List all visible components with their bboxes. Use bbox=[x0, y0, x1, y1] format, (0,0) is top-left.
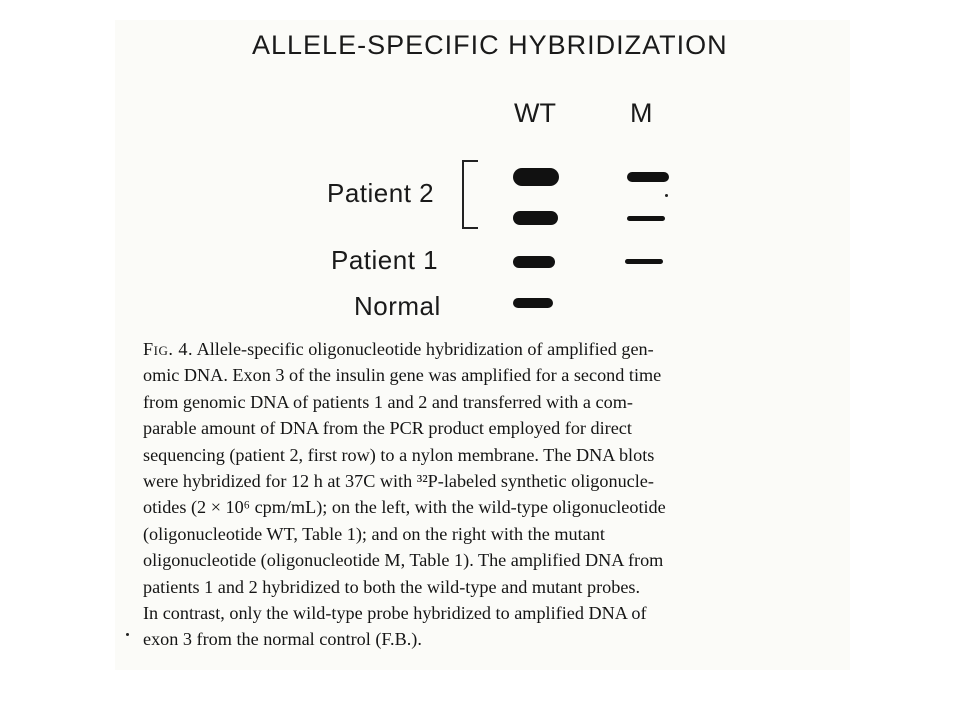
column-header-m: M bbox=[630, 98, 653, 128]
blot-band-wt-patient-2-first bbox=[513, 168, 559, 186]
caption-line-10: patients 1 and 2 hybridized to both the wild-type and mutant probes. bbox=[143, 576, 641, 597]
caption-line-8: (oligonucleotide WT, Table 1); and on the right with the mutant bbox=[143, 523, 605, 544]
blot-band-m-patient-2-first bbox=[627, 172, 669, 182]
blot-band-wt-normal bbox=[513, 298, 553, 308]
blot-band-wt-patient-2-second bbox=[513, 211, 558, 225]
blot-band-wt-patient-1 bbox=[513, 256, 555, 268]
figure-caption bbox=[143, 336, 835, 653]
speck-mark bbox=[126, 633, 129, 636]
caption-line-2: omic DNA. Exon 3 of the insulin gene was amplified for a second time bbox=[143, 365, 662, 386]
caption-line-1: Fig. 4. Allele-specific oligonucleotide hybridization of amplified gen- bbox=[143, 339, 654, 359]
row-label-normal: Normal bbox=[354, 291, 441, 321]
caption-line-4: parable amount of DNA from the PCR product employed for direct bbox=[143, 418, 632, 439]
figure-title: ALLELE-SPECIFIC HYBRIDIZATION bbox=[252, 30, 728, 60]
caption-line-5: sequencing (patient 2, first row) to a nylon membrane. The DNA blots bbox=[143, 444, 655, 465]
caption-figure-label: Fig. 4. bbox=[143, 339, 194, 359]
row-label-patient-2: Patient 2 bbox=[327, 178, 435, 208]
speck-mark bbox=[665, 194, 668, 197]
row-label-patient-1: Patient 1 bbox=[331, 245, 439, 275]
column-header-wt: WT bbox=[514, 98, 556, 128]
blot-band-m-patient-2-second bbox=[627, 216, 665, 221]
caption-line-9: oligonucleotide (oligonucleotide M, Table 1). The amplified DNA from bbox=[143, 550, 664, 571]
caption-line-12: exon 3 from the normal control (F.B.). bbox=[143, 629, 422, 650]
caption-line-6: were hybridized for 12 h at 37C with ³²P-labeled synthetic oligonucle- bbox=[143, 471, 654, 492]
patient-2-bracket bbox=[462, 160, 478, 229]
caption-line-7: otides (2 × 10⁶ cpm/mL); on the left, with the wild-type oligonucleotide bbox=[143, 497, 666, 518]
blot-band-m-patient-1 bbox=[625, 259, 663, 264]
caption-line-3: from genomic DNA of patients 1 and 2 and transferred with a com- bbox=[143, 391, 633, 412]
caption-line-11: In contrast, only the wild-type probe hybridized to amplified DNA of bbox=[143, 603, 647, 624]
